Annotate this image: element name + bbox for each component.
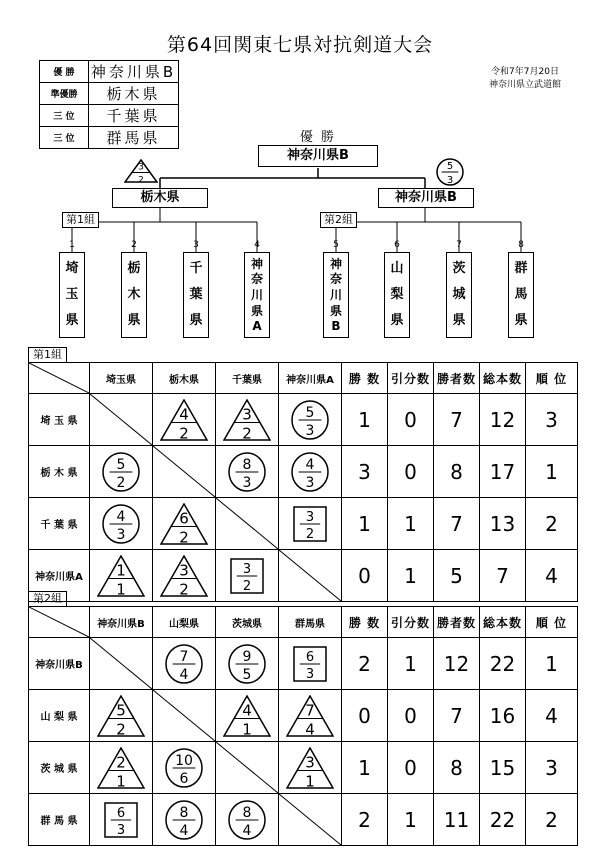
stat-value: 4: [526, 690, 578, 742]
stat-value: 17: [480, 446, 526, 498]
score-top: 3: [242, 405, 252, 424]
score-bottom: 2: [116, 474, 126, 491]
square-result-mark: [293, 506, 327, 542]
stat-value: 7: [434, 394, 480, 446]
entry-char: 栃: [127, 261, 141, 276]
team-header: 埼玉県: [90, 363, 153, 394]
podium-place: 三 位: [40, 105, 89, 127]
entry-char: 県: [452, 313, 466, 328]
entry-number: 7: [456, 240, 462, 250]
row-team-label: 群 馬 県: [29, 794, 90, 846]
table-row: [29, 446, 578, 498]
entry-char: 梨: [390, 287, 404, 302]
group1-tag: 第1組: [28, 347, 67, 362]
entry-box: [323, 252, 349, 338]
team-header: 茨城県: [216, 607, 279, 638]
stat-value: 3: [526, 394, 578, 446]
score-bottom: 3: [305, 422, 315, 439]
diagonal-slash: [153, 446, 215, 497]
entry-char: 神: [329, 256, 342, 271]
score-top: 8: [179, 804, 189, 821]
self-match-cell: [90, 638, 153, 690]
match-result-cell: [279, 446, 342, 498]
entry-box: [183, 252, 209, 338]
score-bottom: 4: [305, 720, 315, 737]
table-row: [29, 742, 578, 794]
triangle-result-mark: [223, 695, 271, 737]
entry-char: 神: [250, 256, 263, 271]
score-top: 1: [116, 561, 126, 580]
score-bottom: 2: [116, 720, 126, 737]
stat-header: 総本数: [480, 363, 526, 394]
podium-team: 千葉県: [89, 105, 179, 127]
stat-header: 勝者数: [434, 363, 480, 394]
score-top: 3: [138, 162, 144, 173]
table-row: [29, 550, 578, 602]
match-result-cell: [216, 394, 279, 446]
stat-value: 0: [388, 446, 434, 498]
match-result-cell: [153, 550, 216, 602]
score-top: 10: [175, 752, 193, 769]
entry-char: 県: [329, 303, 342, 318]
stat-value: 8: [434, 742, 480, 794]
circle-result-mark: [228, 644, 266, 684]
entry-char: 県: [514, 313, 528, 328]
entry-char: 県: [390, 313, 404, 328]
self-match-cell: [153, 446, 216, 498]
score-top: 2: [116, 753, 126, 772]
match-result-cell: [90, 446, 153, 498]
stat-value: 0: [388, 394, 434, 446]
score-bottom: 2: [305, 526, 315, 542]
triangle-result-mark: [160, 399, 208, 441]
score-bottom: 2: [179, 580, 189, 597]
self-match-cell: [216, 498, 279, 550]
stat-value: 0: [342, 550, 388, 602]
stat-value: 12: [480, 394, 526, 446]
entry-number: 1: [69, 240, 75, 250]
circle-result-mark: [228, 800, 266, 840]
match-result-cell: [153, 498, 216, 550]
row-team-label: 山 梨 県: [29, 690, 90, 742]
score-bottom: 1: [116, 580, 126, 597]
diagonal-slash: [90, 638, 152, 689]
self-match-cell: [279, 794, 342, 846]
stat-value: 1: [388, 638, 434, 690]
row-team-label: 埼 玉 県: [29, 394, 90, 446]
match-result-cell: [279, 394, 342, 446]
triangle-result-mark: [160, 555, 208, 597]
self-match-cell: [153, 690, 216, 742]
entry-char: 県: [189, 313, 203, 328]
entry-number: 3: [193, 240, 199, 250]
entry-char: 埼: [65, 261, 79, 276]
entry-number: 4: [254, 240, 260, 250]
score-top: 3: [179, 561, 189, 580]
entry-char: 木: [127, 287, 141, 302]
score-top: 5: [305, 404, 315, 421]
match-result-cell: [216, 550, 279, 602]
match-result-cell: [216, 446, 279, 498]
table-row: [29, 794, 578, 846]
stat-value: 7: [480, 550, 526, 602]
stat-value: 16: [480, 690, 526, 742]
score-bottom: 2: [242, 578, 252, 594]
score-bottom: 2: [242, 424, 252, 441]
score-top: 6: [179, 509, 189, 528]
diagonal-slash: [216, 498, 278, 549]
table-row: [29, 638, 578, 690]
row-team-label: 神奈川県A: [29, 550, 90, 602]
triangle-result-mark: [160, 503, 208, 545]
score-bottom: 3: [116, 526, 126, 543]
entry-number: 5: [333, 240, 339, 250]
stat-header: 勝 数: [342, 363, 388, 394]
triangle-result-mark: [97, 747, 145, 789]
group2-label: 第2組: [320, 212, 357, 228]
table-row: [29, 498, 578, 550]
score-bottom: 3: [116, 822, 126, 838]
score-top: 4: [305, 456, 315, 473]
self-match-cell: [279, 550, 342, 602]
stat-value: 12: [434, 638, 480, 690]
group1-label: 第1組: [62, 212, 99, 228]
match-result-cell: [279, 638, 342, 690]
entry-box: [59, 252, 85, 338]
triangle-result-mark: [97, 555, 145, 597]
match-result-cell: [279, 498, 342, 550]
stat-header: 順 位: [526, 607, 578, 638]
entry-char: 葉: [189, 287, 203, 302]
score-top: 3: [242, 561, 252, 577]
match-result-cell: [153, 394, 216, 446]
entry-char: 奈: [250, 272, 263, 287]
score-bottom: 1: [305, 772, 315, 789]
match-result-cell: [216, 690, 279, 742]
stat-value: 3: [342, 446, 388, 498]
triangle-result-mark: [286, 695, 334, 737]
match-result-cell: [90, 742, 153, 794]
score-top: 4: [179, 405, 189, 424]
circle-result-mark: [165, 644, 203, 684]
semifinal-left: 栃木県: [112, 188, 208, 208]
score-bottom: 4: [179, 822, 189, 839]
self-match-cell: [216, 742, 279, 794]
stat-value: 2: [342, 638, 388, 690]
diagonal-slash: [153, 690, 215, 741]
stat-value: 2: [526, 794, 578, 846]
entry-char: 馬: [514, 287, 528, 302]
circle-result-mark: [165, 748, 203, 788]
match-result-cell: [90, 794, 153, 846]
square-result-mark: [230, 558, 264, 594]
corner-diagonal: [29, 607, 89, 637]
final-score-left: [124, 159, 158, 183]
stat-header: 勝 数: [342, 607, 388, 638]
stat-value: 1: [342, 742, 388, 794]
stat-header: 順 位: [526, 363, 578, 394]
team-header: 千葉県: [216, 363, 279, 394]
score-top: 6: [116, 805, 126, 821]
score-top: 8: [242, 456, 252, 473]
score-bottom: 2: [138, 175, 144, 183]
score-top: 5: [446, 161, 454, 172]
entry-number: 2: [131, 240, 137, 250]
podium-team: 群馬県: [89, 127, 179, 149]
team-header: 神奈川県A: [279, 363, 342, 394]
podium-place: 準優勝: [40, 83, 89, 105]
self-match-cell: [90, 394, 153, 446]
stat-value: 1: [388, 794, 434, 846]
table-row: [29, 394, 578, 446]
header-row: [29, 363, 578, 394]
match-result-cell: [153, 742, 216, 794]
group2-tag: 第2組: [28, 591, 67, 606]
row-team-label: 千 葉 県: [29, 498, 90, 550]
entry-box: [384, 252, 410, 338]
circle-result-mark: [165, 800, 203, 840]
triangle-result-mark: [286, 747, 334, 789]
score-bottom: 5: [242, 666, 252, 683]
corner-cell: [29, 363, 90, 394]
stat-value: 4: [526, 550, 578, 602]
stat-value: 1: [526, 446, 578, 498]
header-row: [29, 607, 578, 638]
podium-team: 栃木県: [89, 83, 179, 105]
entry-number: 8: [518, 240, 524, 250]
score-top: 3: [305, 509, 315, 525]
entry-char: 千: [189, 261, 203, 276]
entry-char: 県: [250, 303, 263, 318]
stat-value: 1: [526, 638, 578, 690]
match-result-cell: [216, 794, 279, 846]
group1-table: [28, 362, 578, 602]
diagonal-slash: [90, 394, 152, 445]
diagonal-slash: [279, 550, 341, 601]
entry-box: [446, 252, 472, 338]
score-bottom: 4: [242, 822, 252, 839]
stat-value: 1: [388, 498, 434, 550]
score-bottom: 3: [305, 474, 315, 491]
match-result-cell: [279, 690, 342, 742]
circle-result-mark: [228, 452, 266, 492]
entry-box: [121, 252, 147, 338]
circle-result-mark: [291, 400, 329, 440]
match-result-cell: [90, 498, 153, 550]
entry-box: [244, 252, 270, 338]
podium-place: 優 勝: [40, 61, 89, 83]
stat-value: 3: [526, 742, 578, 794]
stat-value: 1: [388, 550, 434, 602]
corner-diagonal: [29, 363, 89, 393]
group2-table: [28, 606, 578, 846]
champion-box: 神奈川県B: [258, 145, 378, 167]
stat-value: 11: [434, 794, 480, 846]
square-result-mark: [293, 646, 327, 682]
score-top: 4: [242, 701, 252, 720]
stat-value: 0: [388, 690, 434, 742]
entry-box: [508, 252, 534, 338]
page-title: 第64回関東七県対抗剣道大会: [166, 34, 434, 56]
entry-char: 県: [65, 313, 79, 328]
score-top: 6: [305, 649, 315, 665]
event-venue: 神奈川県立武道館: [488, 80, 561, 90]
entry-char: 奈: [329, 272, 342, 287]
event-date: 令和7年7月20日: [491, 67, 559, 77]
entry-number: 6: [394, 240, 400, 250]
circle-result-mark: [102, 504, 140, 544]
match-result-cell: [153, 638, 216, 690]
podium-place: 三 位: [40, 127, 89, 149]
stat-header: 総本数: [480, 607, 526, 638]
stat-header: 勝者数: [434, 607, 480, 638]
entry-char: 城: [452, 287, 466, 302]
stat-header: 引分数: [388, 607, 434, 638]
score-bottom: 3: [305, 666, 315, 682]
square-result-mark: [104, 802, 138, 838]
score-top: 4: [116, 508, 126, 525]
entry-char: 茨: [452, 261, 466, 276]
entry-char: B: [331, 319, 341, 334]
champion-label: 優 勝: [299, 130, 337, 145]
corner-cell: [29, 607, 90, 638]
stat-value: 5: [434, 550, 480, 602]
match-result-cell: [153, 794, 216, 846]
row-team-label: 栃 木 県: [29, 446, 90, 498]
entry-char: 玉: [65, 287, 79, 302]
score-top: 5: [116, 701, 126, 720]
stat-value: 13: [480, 498, 526, 550]
entry-char: 川: [329, 287, 342, 302]
row-team-label: 神奈川県B: [29, 638, 90, 690]
triangle-result-mark: [97, 695, 145, 737]
match-result-cell: [279, 742, 342, 794]
entry-char: 県: [127, 313, 141, 328]
stat-value: 7: [434, 690, 480, 742]
score-top: 3: [305, 753, 315, 772]
score-bottom: 2: [179, 528, 189, 545]
score-bottom: 4: [179, 666, 189, 683]
stat-value: 22: [480, 638, 526, 690]
score-bottom: 1: [116, 772, 126, 789]
stat-value: 15: [480, 742, 526, 794]
stat-value: 0: [388, 742, 434, 794]
score-bottom: 6: [179, 770, 189, 787]
score-bottom: 3: [446, 175, 454, 186]
stat-header: 引分数: [388, 363, 434, 394]
team-header: 神奈川県B: [90, 607, 153, 638]
entry-char: 川: [250, 287, 263, 302]
score-top: 8: [242, 804, 252, 821]
triangle-result-mark: [223, 399, 271, 441]
team-header: 群馬県: [279, 607, 342, 638]
entry-char: 群: [514, 261, 528, 276]
score-top: 5: [116, 456, 126, 473]
entry-char: 山: [390, 261, 404, 276]
score-top: 7: [179, 648, 189, 665]
stat-value: 22: [480, 794, 526, 846]
score-bottom: 3: [242, 474, 252, 491]
team-header: 山梨県: [153, 607, 216, 638]
stat-value: 1: [342, 498, 388, 550]
stat-value: 1: [342, 394, 388, 446]
entry-char: A: [252, 319, 262, 334]
semifinal-right: 神奈川県B: [378, 188, 474, 208]
match-result-cell: [90, 690, 153, 742]
row-team-label: 茨 城 県: [29, 742, 90, 794]
final-score-right: [436, 158, 464, 186]
diagonal-slash: [216, 742, 278, 793]
circle-result-mark: [291, 452, 329, 492]
stat-value: 7: [434, 498, 480, 550]
score-bottom: 1: [242, 720, 252, 737]
stat-value: 2: [342, 794, 388, 846]
diagonal-slash: [279, 794, 341, 845]
score-top: 9: [242, 648, 252, 665]
circle-result-mark: [102, 452, 140, 492]
match-result-cell: [90, 550, 153, 602]
table-row: [29, 690, 578, 742]
score-bottom: 2: [179, 424, 189, 441]
podium-team: 神奈川県B: [89, 61, 179, 83]
team-header: 栃木県: [153, 363, 216, 394]
stat-value: 8: [434, 446, 480, 498]
score-top: 7: [305, 701, 315, 720]
stat-value: 2: [526, 498, 578, 550]
stat-value: 0: [342, 690, 388, 742]
match-result-cell: [216, 638, 279, 690]
